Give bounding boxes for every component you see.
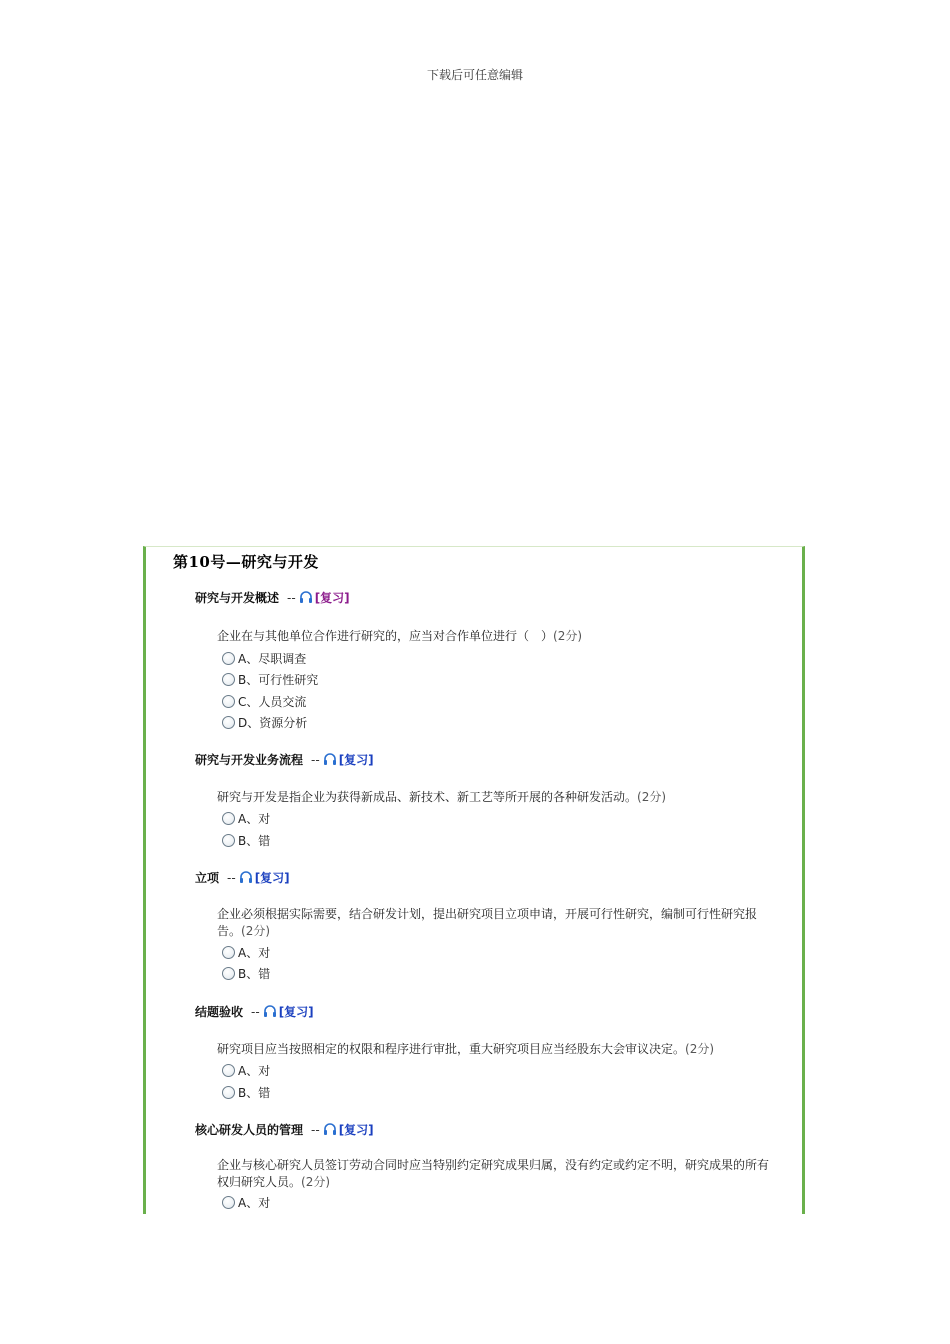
review-link[interactable]: [复习]	[254, 871, 290, 885]
question-text	[217, 628, 777, 645]
radio-button[interactable]	[222, 695, 235, 708]
radio-button[interactable]	[222, 834, 235, 847]
option-d[interactable]	[222, 714, 307, 732]
option-label: A、对	[238, 1196, 271, 1210]
separator: --	[311, 753, 320, 767]
review-link[interactable]: [复习]	[314, 591, 350, 605]
quiz-title: 第10号—研究与开发	[173, 553, 319, 571]
separator: --	[287, 591, 296, 605]
headphones-icon[interactable]	[263, 1004, 277, 1018]
option-label: B、错	[238, 834, 271, 848]
question-points: (2分)	[637, 790, 667, 804]
option-a[interactable]	[222, 650, 306, 668]
headphones-icon[interactable]	[323, 1122, 337, 1136]
radio-button[interactable]	[222, 812, 235, 825]
radio-button[interactable]	[222, 946, 235, 959]
section-name: 研究与开发概述	[195, 591, 280, 605]
option-label: D、资源分析	[238, 716, 308, 730]
option-a[interactable]	[222, 944, 270, 962]
option-label: A、尽职调查	[238, 652, 307, 666]
radio-button[interactable]	[222, 673, 235, 686]
separator: --	[311, 1123, 320, 1137]
question-points: (2分)	[241, 924, 271, 938]
review-link[interactable]: [复习]	[338, 1123, 374, 1137]
question-text	[217, 789, 777, 806]
option-b[interactable]	[222, 1084, 270, 1102]
option-b[interactable]	[222, 832, 270, 850]
section-name: 结题验收	[195, 1005, 244, 1019]
section-heading	[195, 869, 290, 887]
section-name: 核心研发人员的管理	[195, 1123, 304, 1137]
radio-button[interactable]	[222, 967, 235, 980]
section-heading	[195, 1121, 374, 1139]
radio-button[interactable]	[222, 716, 235, 729]
question-points: (2分)	[553, 629, 583, 643]
question-text	[217, 906, 777, 940]
section-heading	[195, 589, 350, 607]
radio-button[interactable]	[222, 1086, 235, 1099]
question-body: 企业在与其他单位合作进行研究的，应当对合作单位进行（ ）	[217, 629, 554, 643]
review-link[interactable]: [复习]	[338, 753, 374, 767]
question-points: (2分)	[301, 1175, 331, 1189]
quiz-screenshot	[143, 546, 805, 1214]
section-name: 立项	[195, 871, 220, 885]
separator: --	[251, 1005, 260, 1019]
option-label: A、对	[238, 946, 271, 960]
section-heading	[195, 1003, 314, 1021]
radio-button[interactable]	[222, 1196, 235, 1209]
option-label: B、错	[238, 967, 271, 981]
question-text	[217, 1157, 777, 1191]
section-heading	[195, 751, 374, 769]
option-a[interactable]	[222, 1194, 270, 1212]
section-name: 研究与开发业务流程	[195, 753, 304, 767]
question-body: 企业必须根据实际需要，结合研发计划，提出研究项目立项申请，开展可行性研究，编制可行性研究报告。	[217, 907, 758, 938]
option-b[interactable]	[222, 671, 318, 689]
question-body: 研究与开发是指企业为获得新成品、新技术、新工艺等所开展的各种研发活动。	[217, 790, 638, 804]
review-link[interactable]: [复习]	[278, 1005, 314, 1019]
option-label: A、对	[238, 812, 271, 826]
question-body: 研究项目应当按照相定的权限和程序进行审批，重大研究项目应当经股东大会审议决定。	[217, 1042, 686, 1056]
page-header: 下载后可任意编辑	[426, 68, 523, 82]
option-b[interactable]	[222, 965, 270, 983]
radio-button[interactable]	[222, 652, 235, 665]
option-a[interactable]	[222, 1062, 270, 1080]
question-text	[217, 1041, 777, 1058]
headphones-icon[interactable]	[323, 752, 337, 766]
question-points: (2分)	[685, 1042, 715, 1056]
option-a[interactable]	[222, 810, 270, 828]
option-c[interactable]	[222, 693, 306, 711]
radio-button[interactable]	[222, 1064, 235, 1077]
headphones-icon[interactable]	[239, 870, 253, 884]
option-label: A、对	[238, 1064, 271, 1078]
separator: --	[227, 871, 236, 885]
option-label: B、可行性研究	[238, 673, 319, 687]
option-label: B、错	[238, 1086, 271, 1100]
headphones-icon[interactable]	[299, 590, 313, 604]
question-body: 企业与核心研究人员签订劳动合同时应当特别约定研究成果归属，没有约定或约定不明，研究成果的所有权归研究人员。	[217, 1158, 770, 1189]
option-label: C、人员交流	[238, 695, 307, 709]
